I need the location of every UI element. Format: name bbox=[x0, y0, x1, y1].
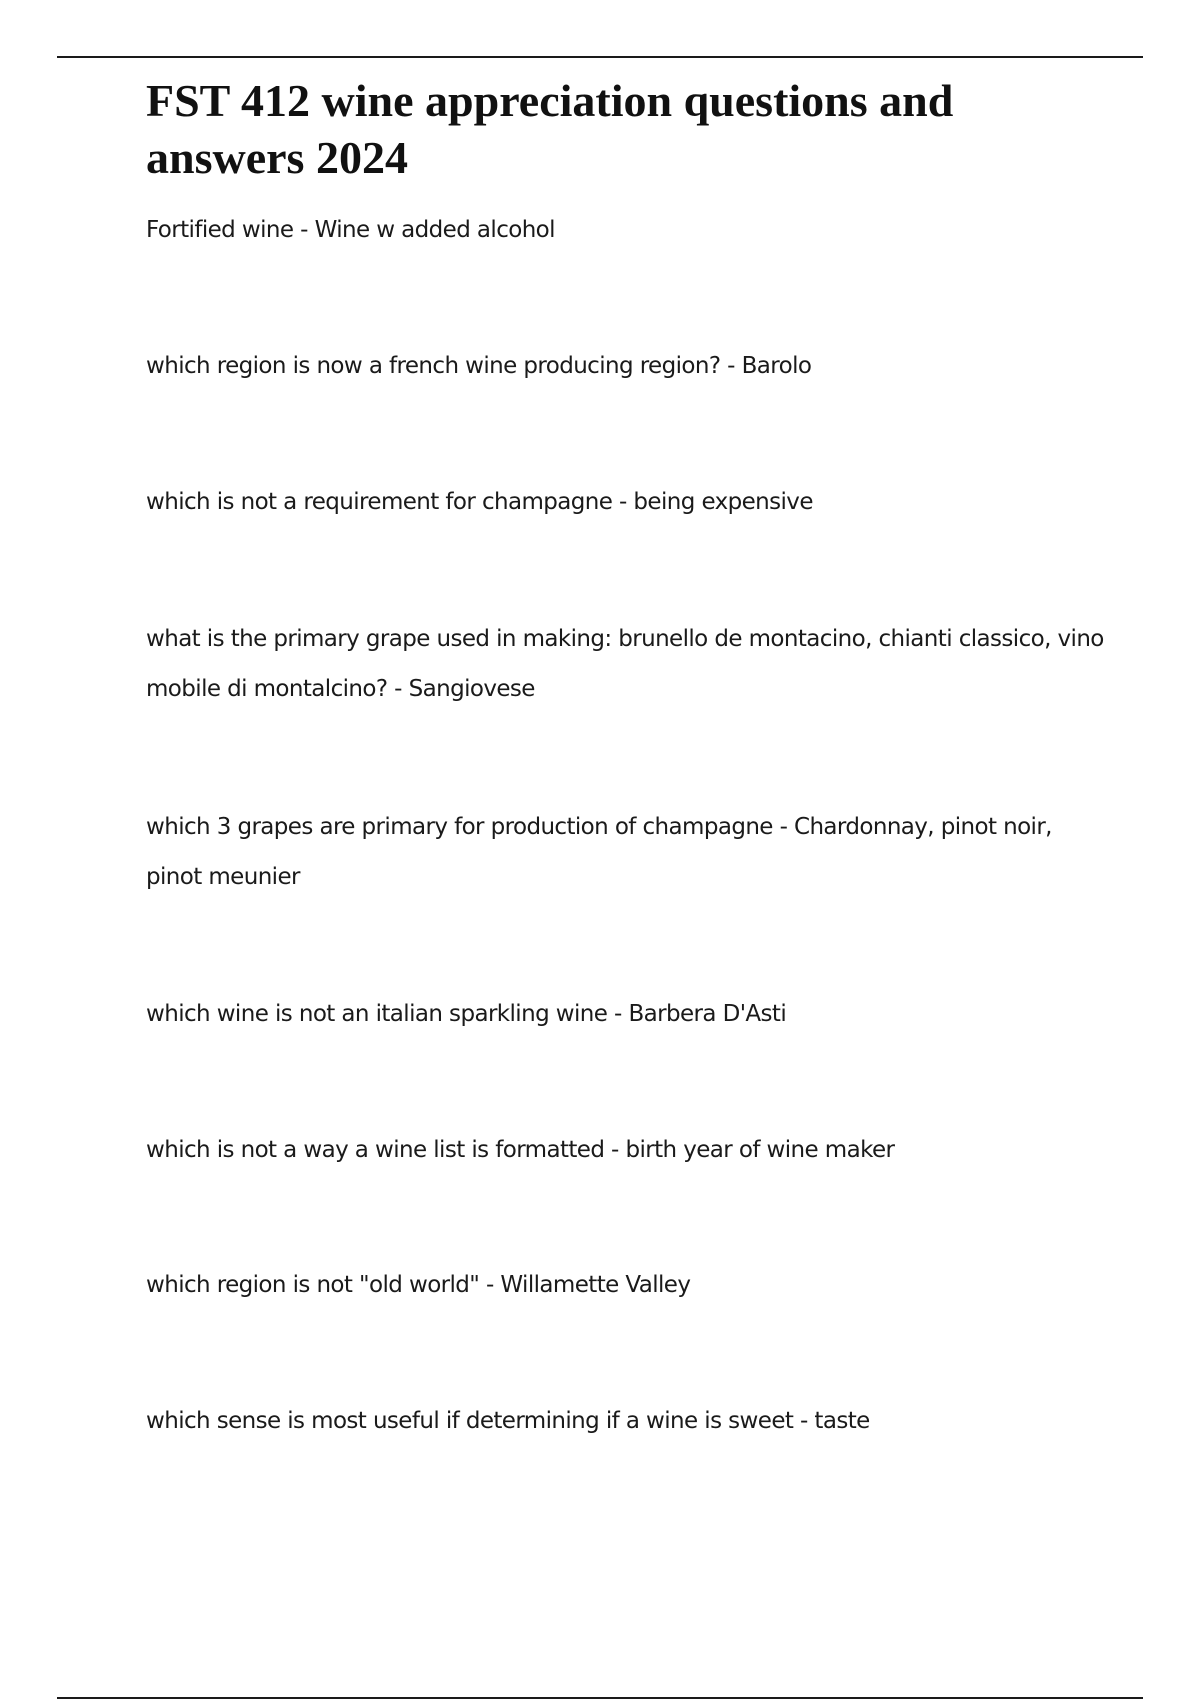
qa-separator: - bbox=[479, 1272, 501, 1298]
qa-question: which is not a requirement for champagne bbox=[146, 489, 613, 515]
qa-item bbox=[146, 802, 1106, 902]
qa-question: which region is not "old world" bbox=[146, 1272, 480, 1298]
qa-item bbox=[146, 1396, 1106, 1446]
qa-answer: Barbera D'Asti bbox=[628, 1001, 787, 1027]
qa-answer: Barolo bbox=[741, 353, 812, 379]
qa-question: which sense is most useful if determining if a wine is sweet bbox=[146, 1408, 794, 1434]
qa-separator: - bbox=[607, 1001, 629, 1027]
qa-item bbox=[146, 1260, 1106, 1310]
qa-answer: Sangiovese bbox=[408, 676, 535, 702]
qa-separator: - bbox=[293, 217, 315, 243]
bottom-rule bbox=[57, 1697, 1143, 1699]
qa-item bbox=[146, 477, 1106, 527]
qa-question: which wine is not an italian sparkling wine bbox=[146, 1001, 608, 1027]
qa-question: which region is now a french wine producing region? bbox=[146, 353, 721, 379]
qa-question: which 3 grapes are primary for production of champagne bbox=[146, 814, 773, 840]
top-rule bbox=[57, 56, 1143, 58]
qa-answer: Wine w added alcohol bbox=[314, 217, 555, 243]
qa-answer: birth year of wine maker bbox=[625, 1137, 895, 1163]
qa-separator: - bbox=[720, 353, 742, 379]
qa-question: Fortified wine bbox=[146, 217, 294, 243]
qa-item bbox=[146, 1125, 1106, 1175]
qa-separator: - bbox=[793, 1408, 815, 1434]
qa-item bbox=[146, 614, 1106, 714]
qa-separator: - bbox=[604, 1137, 626, 1163]
qa-question: what is the primary grape used in making: brunello de montacino, chianti classico, vino mobile di montalcino? bbox=[146, 626, 1104, 702]
qa-item bbox=[146, 341, 1106, 391]
qa-answer: Chardonnay, pinot noir, pinot meunier bbox=[146, 814, 1052, 890]
qa-separator: - bbox=[772, 814, 794, 840]
qa-question: which is not a way a wine list is formatted bbox=[146, 1137, 605, 1163]
qa-separator: - bbox=[612, 489, 634, 515]
qa-item bbox=[146, 989, 1106, 1039]
qa-answer: taste bbox=[814, 1408, 870, 1434]
document-title: FST 412 wine appreciation questions and answers 2024 bbox=[146, 75, 954, 183]
qa-separator: - bbox=[387, 676, 409, 702]
qa-answer: Willamette Valley bbox=[500, 1272, 691, 1298]
qa-item bbox=[146, 205, 1106, 255]
qa-answer: being expensive bbox=[633, 489, 813, 515]
